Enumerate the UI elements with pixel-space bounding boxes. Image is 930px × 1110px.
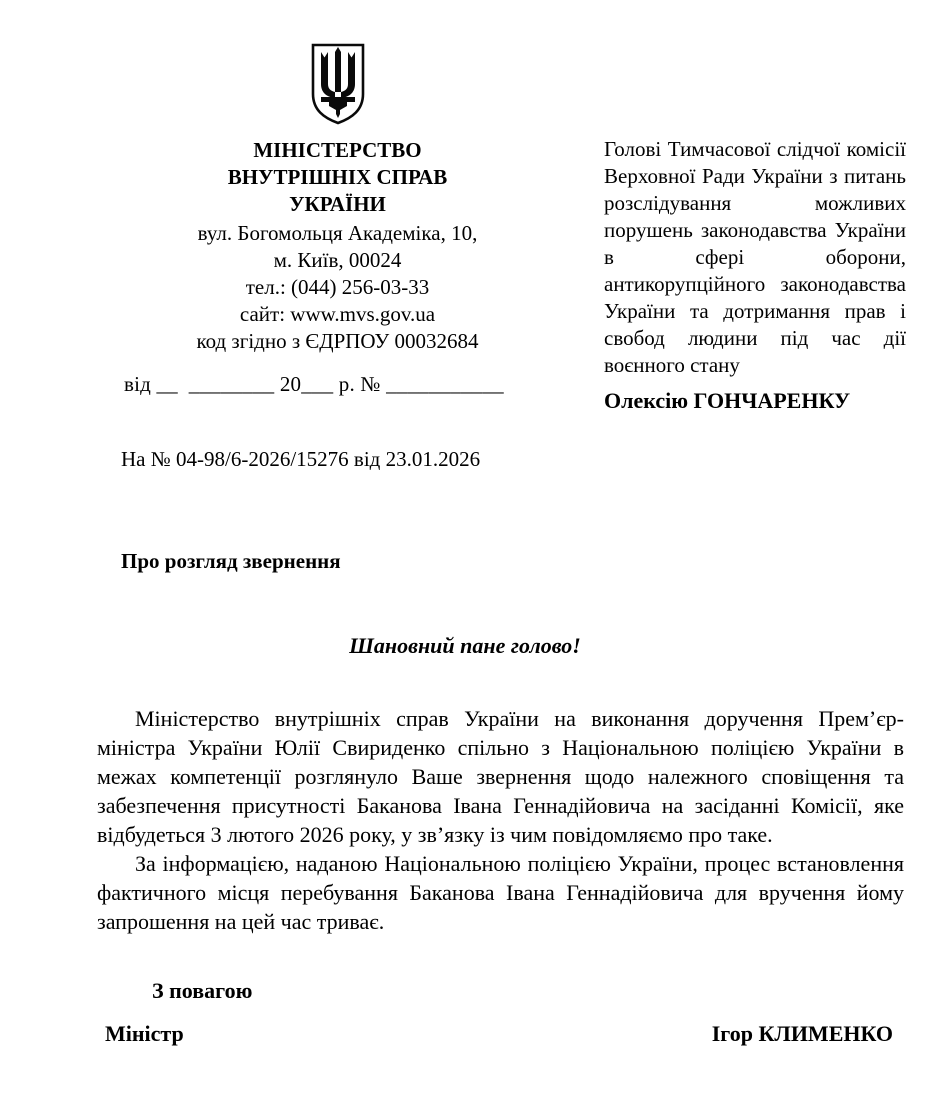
sender-name-line: УКРАЇНИ (289, 192, 386, 216)
sender-edrpou-code: код згідно з ЄДРПОУ 00032684 (196, 329, 479, 353)
sender-phone: тел.: (044) 256-03-33 (245, 275, 430, 299)
sender-address (110, 220, 565, 355)
signature-row (105, 1021, 893, 1047)
letterhead (110, 42, 565, 355)
sender-name-line: МІНІСТЕРСТВО (253, 138, 422, 162)
body-paragraph: Міністерство внутрішніх справ України на виконання доручення Прем’єр-міністра України Юлії Свириденко спільно з Національною поліцією України в межах компетенції розглянуло Ваше звернення щодо належного сповіщення та забезпечення присутності Баканова Івана Геннадійовича на засіданні Комісії, яке відбудеться 3 лютого 2026 року, у зв’язку із чим повідомляємо про таке. (97, 706, 904, 847)
addressee-title: Голові Тимчасової слідчої комісії Верховної Ради України з питань розслідування можливих порушень законодавства України в сфері оборони, антикорупційного законодавства України та дотримання прав і свобод людини під час дії воєнного стану (604, 137, 906, 377)
letter-body (97, 704, 904, 936)
body-paragraph: За інформацією, наданою Національною поліцією України, процес встановлення фактичного місця перебування Баканова Івана Геннадійовича для вручення йому запрошення на цей час триває. (97, 851, 904, 934)
sender-street: вул. Богомольця Академіка, 10, (197, 221, 478, 245)
salutation: Шановний пане голово! (349, 633, 581, 658)
subject-line: Про розгляд звернення (121, 549, 341, 573)
sender-name-line: ВНУТРІШНІХ СПРАВ (227, 165, 448, 189)
sender-city: м. Київ, 00024 (273, 248, 402, 272)
addressee-block (604, 136, 906, 414)
signer-position: Міністр (105, 1021, 184, 1046)
signer-name: Ігор КЛИМЕНКО (711, 1021, 893, 1046)
date-number-blank-line: від __ ________ 20___ р. № ___________ (124, 372, 504, 396)
tryzub-shield-icon (310, 42, 366, 126)
closing-phrase: З повагою (152, 978, 253, 1003)
sender-website: сайт: www.mvs.gov.ua (239, 302, 436, 326)
reference-line: На № 04-98/6-2026/15276 від 23.01.2026 (121, 447, 481, 471)
addressee-name: Олексію ГОНЧАРЕНКУ (604, 388, 851, 413)
sender-name (110, 137, 565, 218)
